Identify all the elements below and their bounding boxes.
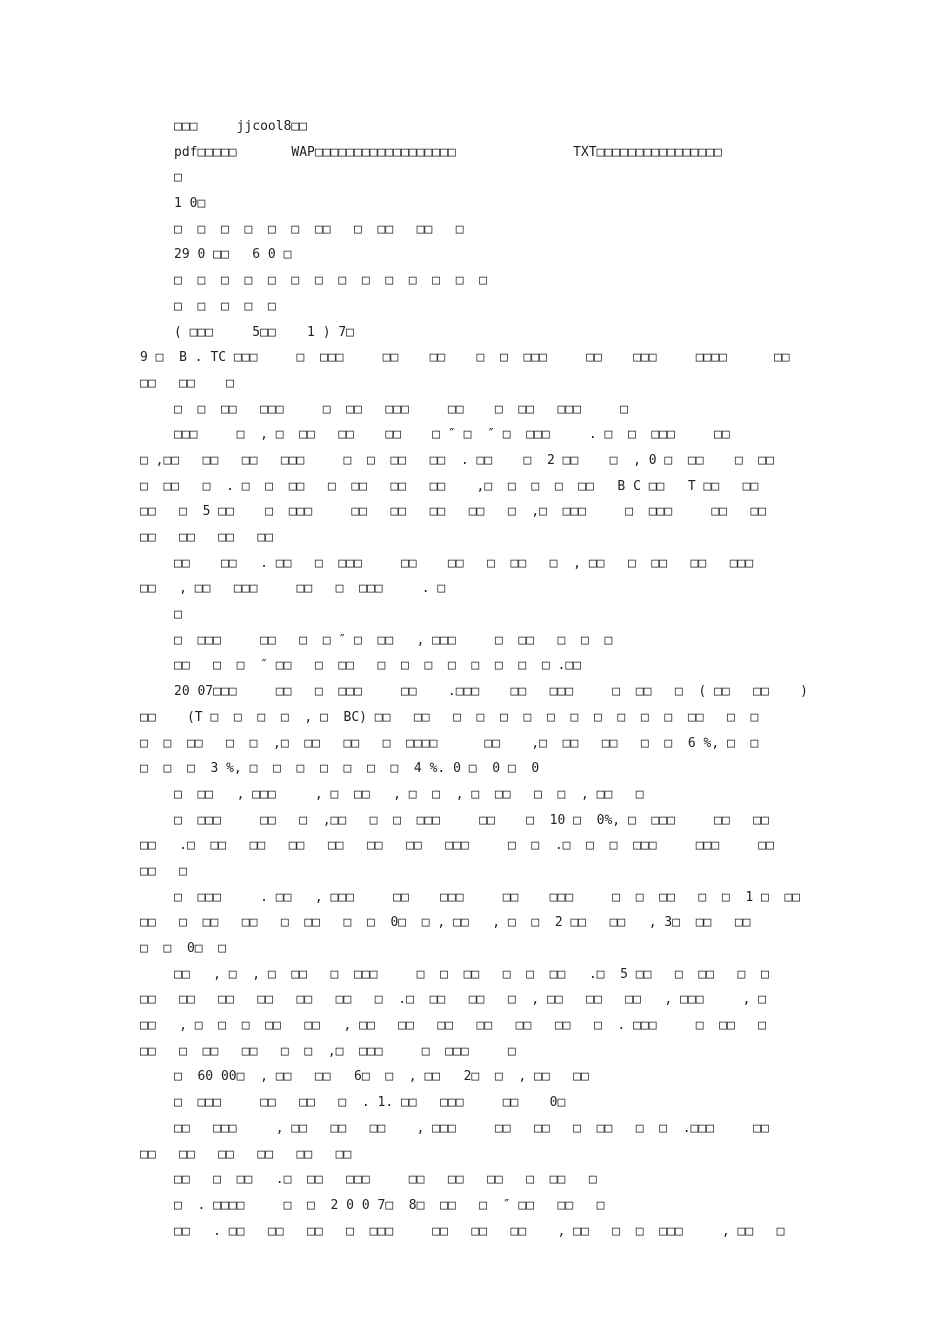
document-body: [0, 114, 950, 1244]
text-line: □: [174, 607, 182, 623]
text-line: □ □ □□ □ □ ,□ □□ □□ □ □□□□ □□ ,□ □□ □□ □ □ 6 %, □ □: [140, 735, 759, 751]
text-line: □□ .□ □□ □□ □□ □□ □□ □□ □□□ □ □ .□ □ □ □□□ □□□ □□: [140, 838, 774, 854]
text-line: □ □ □ 3 %, □ □ □ □ □ □ □ 4 %. 0 □ 0 □ 0: [140, 761, 540, 777]
text-line: 20 07□□□ □□ □ □□□ □□ .□□□ □□ □□□ □ □□ □ ( □□ □□ ): [174, 684, 808, 700]
text-line: 1 0□: [174, 196, 206, 212]
text-line: □□□ jjcool8□□: [174, 119, 308, 134]
text-line: □□ □: [140, 863, 187, 879]
text-line: □ □ □ □ □ □ □ □ □ □ □ □ □ □: [174, 273, 488, 289]
text-line: □: [174, 170, 182, 186]
text-line: □ □ □□ □□□ □ □□ □□□ □□ □ □□ □□□ □: [174, 401, 628, 417]
text-line: □ ,□□ □□ □□ □□□ □ □ □□ □□ . □□ □ 2 □□ □ , 0 □ □□ □ □□: [140, 452, 774, 468]
text-line: □ □ 0□ □: [140, 941, 227, 956]
text-line: □□ □ □□ .□ □□ □□□ □□ □□ □□ □ □□ □: [174, 1172, 597, 1188]
text-line: 9 □ B . TC □□□ □ □□□ □□ □□ □ □ □□□ □□ □□□ □□□□ □□: [140, 350, 790, 366]
text-line: □□ , □ □ □ □□ □□ , □□ □□ □□ □□ □□ □□ □ . □□□ □ □□ □: [140, 1018, 767, 1034]
text-line: □□ . □□ □□ □□ □ □□□ □□ □□ □□ , □□ □ □ □□□ , □□ □: [174, 1223, 785, 1239]
text-line: □□ , □□ □□□ □□ □ □□□ . □: [140, 581, 446, 597]
text-line: □□ □ 5 □□ □ □□□ □□ □□ □□ □□ □ ,□ □□□ □ □□□ □□ □□: [140, 504, 767, 520]
text-line: □□ □□ . □□ □ □□□ □□ □□ □ □□ □ , □□ □ □□ □□ □□□: [174, 555, 754, 571]
text-line: □□ □ □ ″ □□ □ □□ □ □ □ □ □ □ □ □ .□□: [174, 658, 581, 674]
text-line: □□ □□ □: [140, 375, 234, 391]
text-line: □ □ □ □ □: [174, 298, 276, 314]
text-line: □ 60 00□ , □□ □□ 6□ □ , □□ 2□ □ , □□ □□: [174, 1069, 589, 1085]
text-line: □ □□□ □□ □ ,□□ □ □ □□□ □□ □ 10 □ 0%, □ □□□ □□ □□: [174, 812, 769, 828]
text-line: □ □□ , □□□ , □ □□ , □ □ , □ □□ □ □ , □□ □: [174, 786, 644, 802]
text-line: □□ □ □□ □□ □ □□ □ □ 0□ □ , □□ , □ □ 2 □□ □□ , 3□ □□ □□: [140, 915, 751, 931]
text-line: □ □ □ □ □ □ □□ □ □□ □□ □: [174, 221, 464, 237]
text-line: □ □□□ □□ □ □ ″ □ □□ , □□□ □ □□ □ □ □: [174, 632, 613, 648]
text-line: □□ □ □□ □□ □ □ ,□ □□□ □ □□□ □: [140, 1043, 516, 1059]
text-line: □□ □□□ , □□ □□ □□ , □□□ □□ □□ □ □□ □ □ .□□□ □□: [174, 1120, 769, 1136]
text-line: □□ □□ □□ □□: [140, 530, 274, 545]
text-line: □□ , □ , □ □□ □ □□□ □ □ □□ □ □ □□ .□ 5 □□ □ □□ □ □: [174, 966, 769, 982]
text-line: pdf□□□□□ WAP□□□□□□□□□□□□□□□□□□ TXT□□□□□□□□□□□□□□□□: [174, 144, 722, 160]
text-line: □ □□□ . □□ , □□□ □□ □□□ □□ □□□ □ □ □□ □ □ 1 □ □□: [174, 889, 801, 905]
text-line: □ □□□ □□ □□ □ . 1. □□ □□□ □□ 0□: [174, 1095, 566, 1111]
text-line: □ □□ □ . □ □ □□ □ □□ □□ □□ ,□ □ □ □ □□ B C □□ T □□ □□: [140, 478, 759, 494]
text-line: □ . □□□□ □ □ 2 0 0 7□ 8□ □□ □ ″ □□ □□ □: [174, 1197, 605, 1213]
text-line: □□ (T □ □ □ □ , □ BC) □□ □□ □ □ □ □ □ □ □ □ □ □ □□ □ □: [140, 709, 759, 725]
text-line: ( □□□ 5□□ 1 ) 7□: [174, 324, 355, 340]
text-line: □□ □□ □□ □□ □□ □□: [140, 1146, 352, 1162]
text-line: □□ □□ □□ □□ □□ □□ □ .□ □□ □□ □ , □□ □□ □□ , □□□ , □: [140, 992, 767, 1008]
text-line: □□□ □ , □ □□ □□ □□ □ ″ □ ″ □ □□□ . □ □ □□□ □□: [174, 427, 730, 443]
text-line: 29 0 □□ 6 0 □: [174, 247, 292, 263]
